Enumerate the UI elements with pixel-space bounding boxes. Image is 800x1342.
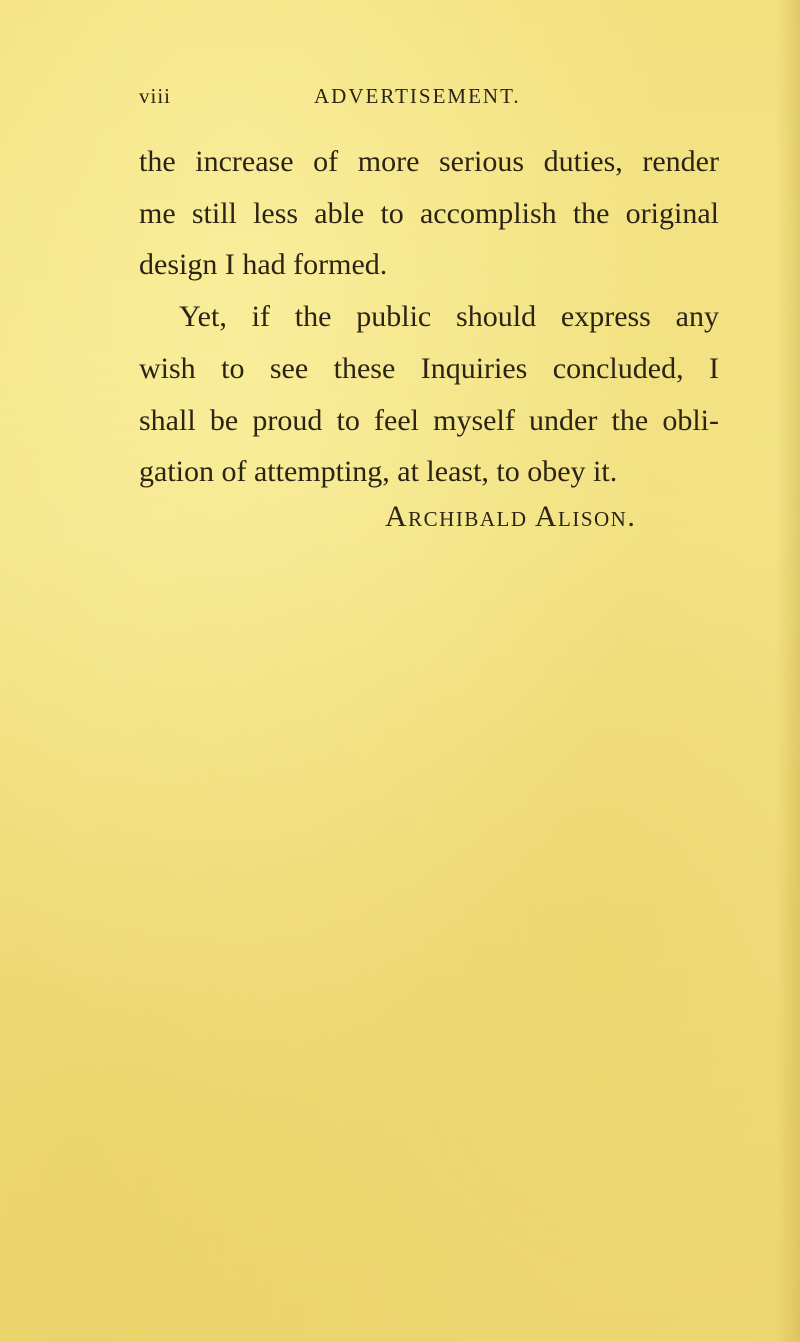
text-line: design I had formed. xyxy=(139,248,388,282)
text-line: Yet, if the public should express any xyxy=(179,300,719,334)
text-line: the increase of more serious duties, render xyxy=(139,145,719,178)
page-number: viii xyxy=(139,84,172,108)
text-line: me still less able to accomplish the original xyxy=(139,196,719,230)
text-line: gation of attempting, at least, to obey it. xyxy=(139,455,618,489)
running-head xyxy=(139,84,699,116)
running-title: ADVERTISEMENT. xyxy=(314,84,521,108)
text-line: shall be proud to feel myself under the obli- xyxy=(139,403,719,437)
text-line: wish to see these Inquiries concluded, I xyxy=(139,351,719,385)
body-text xyxy=(139,136,719,498)
signature: Archibald Alison. xyxy=(385,500,637,533)
